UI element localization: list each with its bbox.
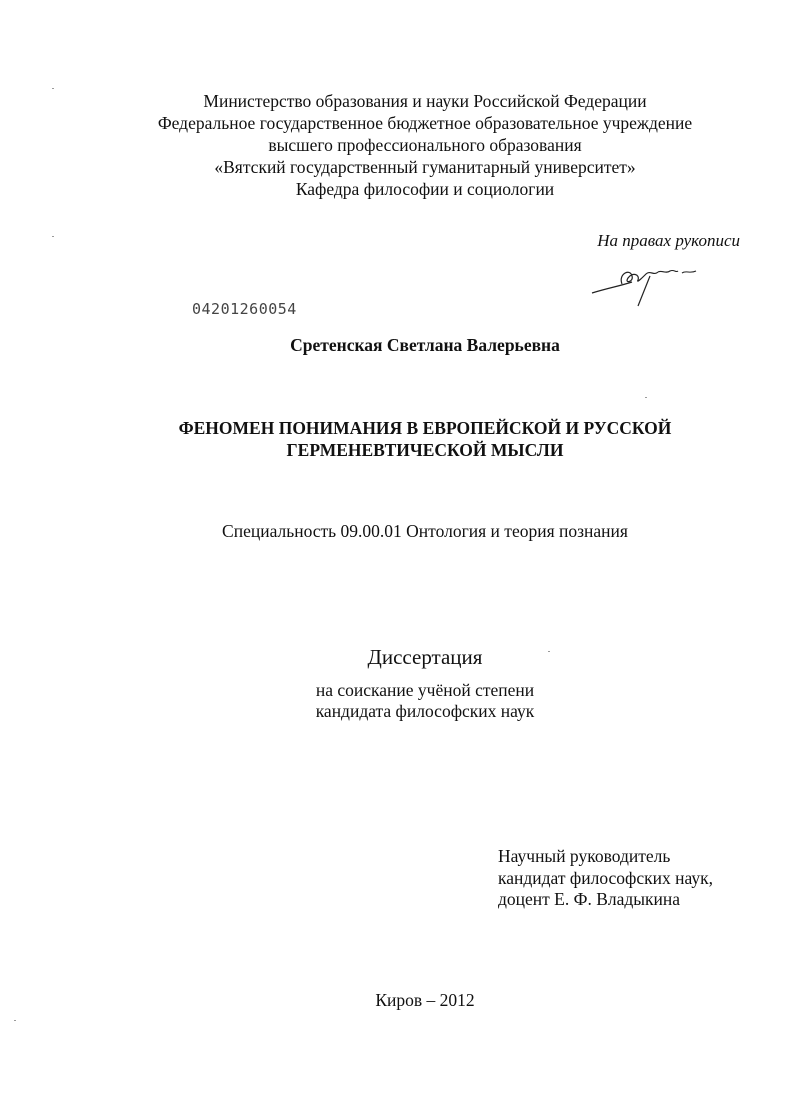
scan-speck [14, 1020, 16, 1021]
scan-speck [52, 236, 54, 237]
author-name: Сретенская Светлана Валерьевна [290, 335, 560, 355]
institution-type-line: Федеральное государственное бюджетное образовательное учреждение [157, 113, 693, 133]
scientific-supervisor [498, 846, 713, 911]
scan-speck [52, 88, 54, 89]
university-name-line: «Вятский государственный гуманитарный университет» [214, 157, 636, 177]
scan-speck [645, 397, 647, 398]
degree-line: на соискание учёной степени [315, 680, 535, 700]
title-line: ГЕРМЕНЕВТИЧЕСКОЙ МЫСЛИ [286, 440, 564, 460]
degree-line: кандидата философских наук [315, 701, 535, 721]
ministry-line: Министерство образования и науки Российской Федерации [203, 91, 647, 111]
institution-header [0, 90, 796, 200]
department-line: Кафедра философии и социологии [295, 179, 555, 199]
work-type-heading: Диссертация [367, 645, 483, 669]
degree-statement [0, 680, 796, 722]
scan-speck [548, 651, 550, 652]
handwritten-signature [588, 260, 708, 310]
specialty-line: Специальность 09.00.01 Онтология и теория познания [222, 521, 628, 541]
manuscript-rights-note: На правах рукописи [597, 231, 740, 250]
supervisor-degree: кандидат философских наук, [498, 867, 713, 888]
dissertation-title [0, 417, 796, 461]
title-line: ФЕНОМЕН ПОНИМАНИЯ В ЕВРОПЕЙСКОЙ И РУССКОЙ [178, 418, 672, 438]
archive-stamp-number: 04201260054 [192, 300, 297, 318]
supervisor-name: доцент Е. Ф. Владыкина [498, 889, 681, 909]
supervisor-role: Научный руководитель [498, 846, 671, 866]
education-level-line: высшего профессионального образования [268, 135, 582, 155]
city-year: Киров – 2012 [375, 990, 475, 1010]
